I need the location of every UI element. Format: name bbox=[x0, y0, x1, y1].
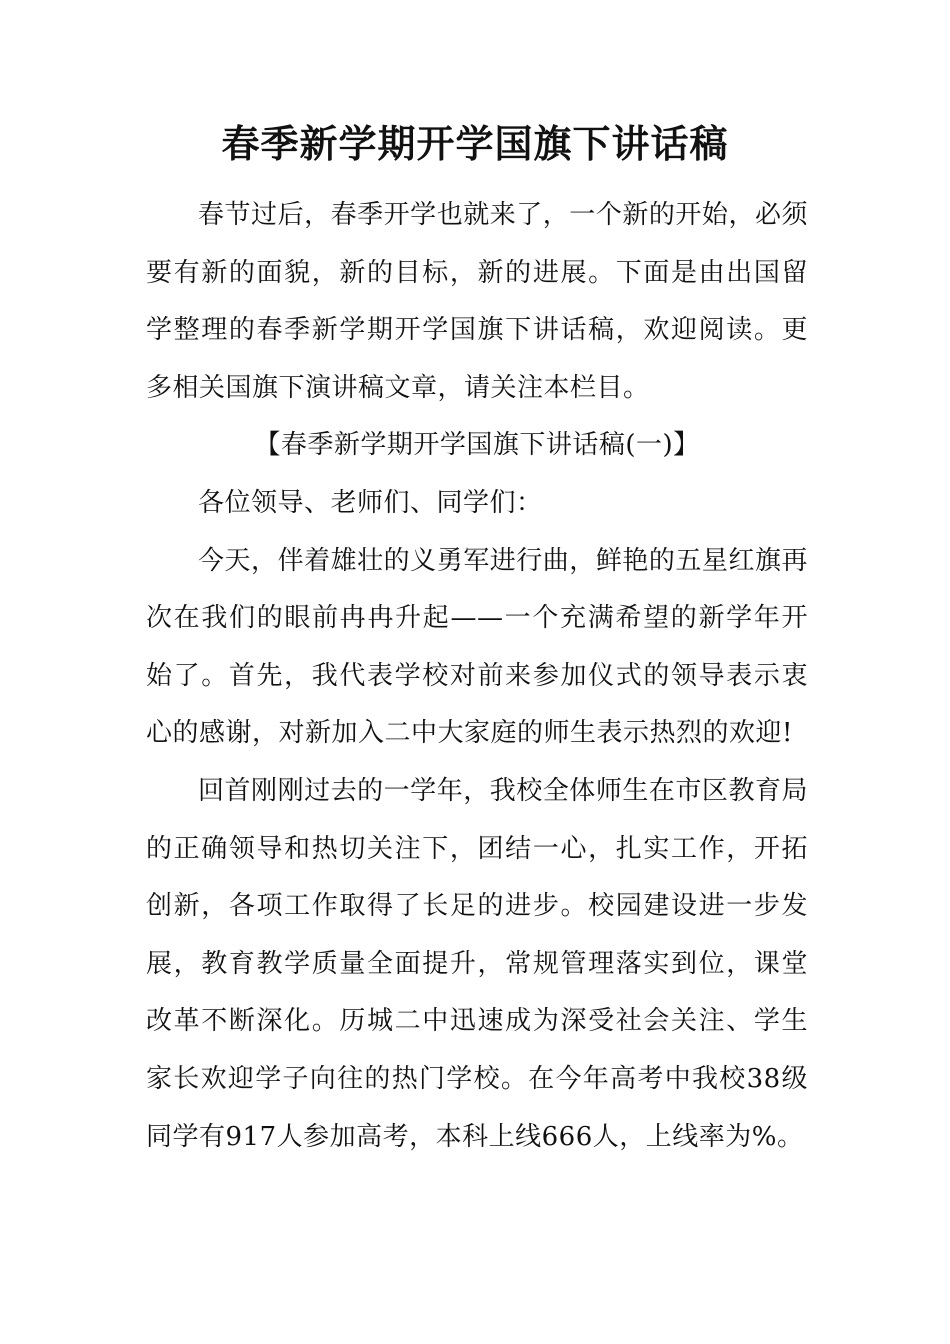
document-title: 春季新学期开学国旗下讲话稿 bbox=[221, 122, 729, 166]
section-heading: 【春季新学期开学国旗下讲话稿(一)】 bbox=[254, 430, 700, 461]
body-paragraph-2: 回首刚刚过去的一学年，我校全体师生在市区教育局的正确领导和热切关注下，团结一心，扎实工作，开拓创新，各项工作取得了长足的进步。校园建设进一步发展，教育教学质量全面提升，常规管理落实到位，课堂改革不断深化。历城二中迅速成为深受社会关注、学生家长欢迎学子向往的热门学校。在今年高考中我校38级同学有917人参加高考，本科上线666人，上线率为%。 bbox=[146, 775, 808, 1152]
body-paragraph-1: 今天，伴着雄壮的义勇军进行曲，鲜艳的五星红旗再次在我们的眼前冉冉升起——一个充满希望的新学年开始了。首先，我代表学校对前来参加仪式的领导表示衷心的感谢，对新加入二中大家庭的师生表示热烈的欢迎! bbox=[146, 545, 808, 749]
salutation-paragraph: 各位领导、老师们、同学们： bbox=[198, 487, 543, 518]
intro-paragraph: 春节过后，春季开学也就来了，一个新的开始，必须要有新的面貌，新的目标，新的进展。下面是由出国留学整理的春季新学期开学国旗下讲话稿，欢迎阅读。更多相关国旗下演讲稿文章，请关注本栏目。 bbox=[146, 200, 808, 403]
document-body bbox=[146, 187, 808, 1166]
